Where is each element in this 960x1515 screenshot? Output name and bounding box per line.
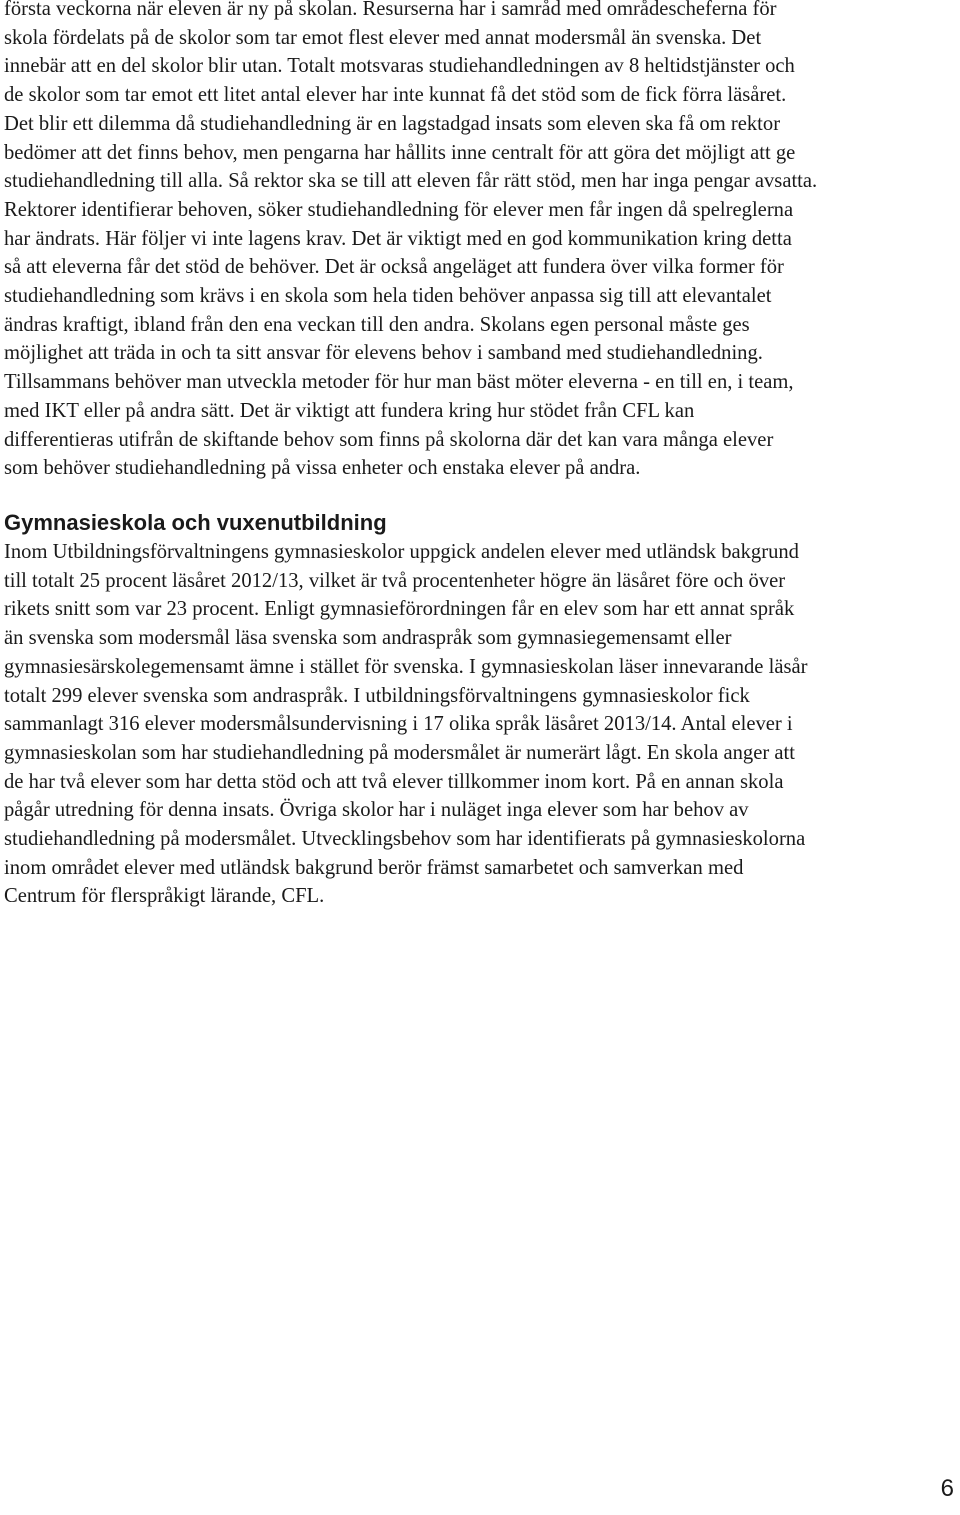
text-line: än svenska som modersmål läsa svenska som andraspråk som gymnasiegemensamt eller (4, 627, 732, 650)
text-line: sammanlagt 316 elever modersmålsundervisning i 17 olika språk läsåret 2013/14. Antal elever i (4, 713, 793, 736)
text-line: gymnasieskolan som har studiehandledning på modersmålet är numerärt lågt. En skola anger att (4, 741, 795, 764)
text-line: har ändrats. Här följer vi inte lagens krav. Det är viktigt med en god kommunikation kring detta (4, 227, 792, 250)
text-line: gymnasiesärskolegemensamt ämne i stället för svenska. I gymnasieskolan läser innevarande läsår (4, 655, 808, 678)
page-number: 6 (940, 1475, 954, 1502)
text-line: Tillsammans behöver man utveckla metoder för hur man bäst möter eleverna - en till en, i team, (4, 371, 794, 394)
body-paragraph (4, 538, 807, 911)
text-line: Inom Utbildningsförvaltningens gymnasieskolor uppgick andelen elever med utländsk bakgrund (4, 541, 799, 563)
text-line: Rektorer identifierar behoven, söker studiehandledning för elever men får ingen då spelreglerna (4, 198, 794, 221)
text-line: studiehandledning på modersmålet. Utvecklingsbehov som har identifierats på gymnasieskolorna (4, 828, 806, 851)
text-line: till totalt 25 procent läsåret 2012/13, vilket är två procentenheter högre än läsåret före och över (4, 569, 786, 592)
text-line: Det blir ett dilemma då studiehandledning är en lagstadgad insats som eleven ska få om rektor (4, 112, 781, 135)
text-line: inom området elever med utländsk bakgrund berör främst samarbetet och samverkan med (4, 856, 744, 879)
text-line: studiehandledning som krävs i en skola som hela tiden behöver anpassa sig till att elevantalet (4, 285, 772, 308)
text-line: de har två elever som har detta stöd och att två elever tillkommer inom kort. På en annan skola (4, 770, 784, 793)
text-line: studiehandledning till alla. Så rektor ska se till att eleven får rätt stöd, men har inga pengar avsatta. (4, 170, 818, 193)
text-line: innebär att en del skolor blir utan. Totalt motsvaras studiehandledningen av 8 heltidstjänster och (4, 55, 795, 78)
text-line: första veckorna när eleven är ny på skolan. Resurserna har i samråd med områdescheferna för (4, 0, 777, 20)
text-line: totalt 299 elever svenska som andraspråk. I utbildningsförvaltningens gymnasieskolor fick (4, 684, 750, 707)
text-line: skola fördelats på de skolor som tar emot flest elever med annat modersmål än svenska. Det (4, 26, 762, 49)
section-heading: Gymnasieskola och vuxenutbildning (4, 510, 387, 535)
text-line: ändras kraftigt, ibland från den ena veckan till den andra. Skolans egen personal måste ges (4, 313, 750, 336)
text-line: så att eleverna får det stöd de behöver. Det är också angeläget att fundera över vilka former för (4, 256, 784, 279)
text-line: som behöver studiehandledning på vissa enheter och enstaka elever på andra. (4, 457, 641, 480)
text-line: pågår utredning för denna insats. Övriga skolor har i nuläget inga elever som har behov av (4, 799, 749, 822)
body-paragraph (4, 0, 817, 483)
text-line: differentieras utifrån de skiftande behov som finns på skolorna där det kan vara många elever (4, 428, 774, 451)
text-line: rikets snitt som var 23 procent. Enligt gymnasieförordningen får en elev som har ett annat språk (4, 598, 795, 621)
text-line: Centrum för flerspråkigt lärande, CFL. (4, 885, 325, 908)
text-line: de skolor som tar emot ett litet antal elever har inte kunnat få det stöd som de fick förra läsåret. (4, 84, 787, 107)
text-line: med IKT eller på andra sätt. Det är viktigt att fundera kring hur stödet från CFL kan (4, 399, 695, 422)
text-line: bedömer att det finns behov, men pengarna har hållits inne centralt för att göra det möjligt att ge (4, 141, 796, 164)
text-line: möjlighet att träda in och ta sitt ansvar för elevens behov i samband med studiehandledning. (4, 342, 763, 365)
